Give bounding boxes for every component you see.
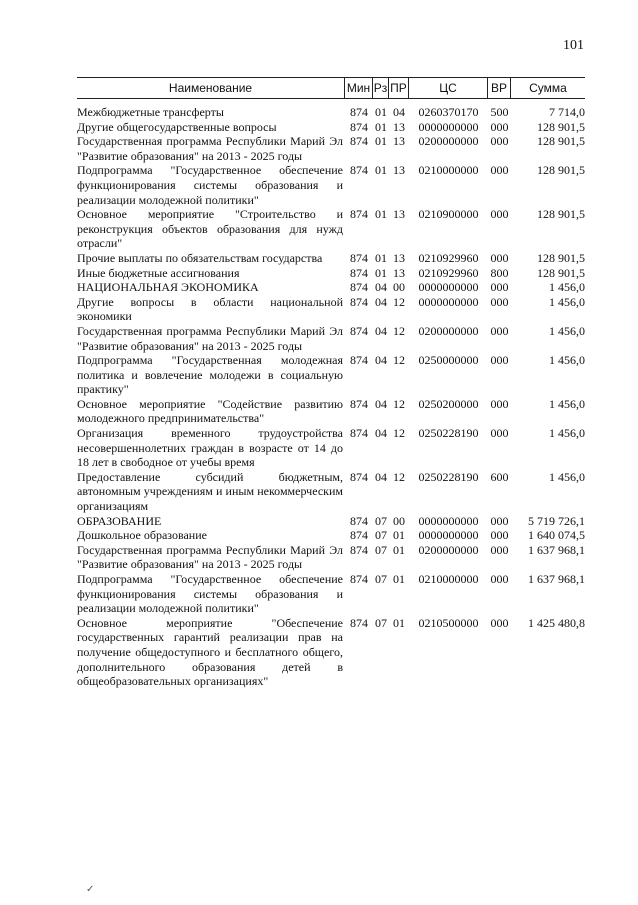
cell-rz: 04: [375, 294, 387, 309]
cell-cs: 0200000000: [418, 323, 479, 338]
cell-vr: 000: [490, 615, 509, 630]
header-name: Наименование: [77, 78, 345, 98]
cell-rz: 04: [375, 469, 387, 484]
cell-cs: 0000000000: [418, 280, 479, 295]
cell-sum: 1 456,0: [549, 396, 585, 411]
table-row: [77, 470, 585, 514]
cell-sum: 1 456,0: [549, 426, 585, 441]
cell-vr: 000: [490, 294, 509, 309]
table-row: [77, 295, 585, 324]
cell-vr: 800: [490, 265, 509, 280]
header-vr: ВР: [488, 78, 511, 98]
cell-cs: 0000000000: [418, 294, 479, 309]
cell-min: 874: [350, 353, 368, 368]
cell-pr: 12: [393, 426, 405, 441]
cell-name: Основное мероприятие "Строительство и реконструкция объектов образования для нужд отрасли": [77, 207, 343, 251]
cell-pr: 01: [393, 542, 405, 557]
table-row: [77, 266, 585, 281]
cell-pr: 13: [393, 134, 405, 149]
cell-name: Другие общегосударственные вопросы: [77, 119, 277, 134]
cell-cs: 0210900000: [418, 207, 479, 222]
cell-cs: 0250228190: [418, 469, 479, 484]
cell-sum: 7 714,0: [549, 105, 585, 119]
table-row: [77, 543, 585, 572]
cell-rz: 07: [375, 572, 387, 586]
table-row: [77, 134, 585, 163]
cell-name: ОБРАЗОВАНИЕ: [77, 513, 162, 528]
cell-cs: 0210500000: [418, 615, 479, 630]
cell-vr: 000: [490, 119, 509, 134]
cell-min: 874: [350, 163, 368, 178]
cell-pr: 12: [393, 323, 405, 338]
cell-rz: 01: [375, 105, 387, 119]
cell-min: 874: [350, 426, 368, 441]
header-cs: ЦС: [409, 78, 488, 98]
cell-sum: 1 425 480,8: [528, 615, 585, 630]
cell-sum: 1 456,0: [549, 323, 585, 338]
cell-pr: 04: [393, 105, 405, 119]
cell-rz: 04: [375, 353, 387, 368]
cell-cs: 0210929960: [418, 265, 479, 280]
cell-name: Основное мероприятие "Содействие развитию молодежного предпринимательства": [77, 396, 343, 426]
cell-vr: 000: [490, 353, 509, 368]
cell-min: 874: [350, 294, 368, 309]
table-body: [77, 105, 585, 689]
cell-sum: 1 456,0: [549, 294, 585, 309]
cell-name: Подпрограмма "Государственная молодежная политика и вовлечение молодежи в социальную практику": [77, 353, 343, 397]
cell-rz: 07: [375, 528, 387, 543]
cell-cs: 0250228190: [418, 426, 479, 441]
table-row: [77, 251, 585, 266]
cell-cs: 0210000000: [418, 163, 479, 178]
cell-pr: 01: [393, 572, 405, 586]
cell-cs: 0210929960: [418, 250, 479, 265]
table-row: [77, 120, 585, 135]
cell-pr: 12: [393, 353, 405, 368]
cell-rz: 04: [375, 396, 387, 411]
cell-min: 874: [350, 207, 368, 222]
cell-rz: 01: [375, 250, 387, 265]
cell-min: 874: [350, 572, 368, 586]
table-header: [77, 77, 585, 99]
cell-pr: 13: [393, 265, 405, 280]
cell-vr: 000: [490, 542, 509, 557]
header-pr: ПР: [389, 78, 409, 98]
cell-name: Другие вопросы в области национальной экономики: [77, 294, 343, 324]
cell-pr: 13: [393, 250, 405, 265]
table-row: [77, 353, 585, 397]
cell-name: Межбюджетные трансферты: [77, 105, 224, 119]
table-row: [77, 616, 585, 689]
cell-name: Государственная программа Республики Марий Эл "Развитие образования" на 2013 - 2025 годы: [77, 323, 343, 353]
cell-vr: 600: [490, 469, 509, 484]
cell-min: 874: [350, 615, 368, 630]
cell-min: 874: [350, 396, 368, 411]
cell-name: Прочие выплаты по обязательствам государства: [77, 250, 323, 265]
cell-sum: 1 456,0: [549, 469, 585, 484]
cell-name: Дошкольное образование: [77, 528, 207, 543]
cell-min: 874: [350, 250, 368, 265]
cell-pr: 01: [393, 615, 405, 630]
cell-sum: 128 901,5: [537, 207, 585, 222]
cell-vr: 000: [490, 323, 509, 338]
cell-vr: 000: [490, 163, 509, 178]
cell-pr: 00: [393, 513, 405, 528]
cell-cs: 0200000000: [418, 542, 479, 557]
cell-pr: 12: [393, 469, 405, 484]
cell-pr: 00: [393, 280, 405, 295]
cell-sum: 128 901,5: [537, 119, 585, 134]
cell-min: 874: [350, 105, 368, 119]
cell-rz: 01: [375, 207, 387, 222]
cell-rz: 04: [375, 280, 387, 295]
cell-rz: 07: [375, 615, 387, 630]
header-rz: Рз: [373, 78, 389, 98]
cell-min: 874: [350, 134, 368, 149]
cell-name: Организация временного трудоустройства несовершеннолетних граждан в возрасте от 14 до 18 лет в свободное от учебы время: [77, 426, 343, 470]
cell-sum: 128 901,5: [537, 163, 585, 178]
header-sum: Сумма: [529, 81, 567, 95]
cell-name: Государственная программа Республики Марий Эл "Развитие образования" на 2013 - 2025 годы: [77, 134, 343, 163]
cell-sum: 1 637 968,1: [528, 572, 585, 586]
table-row: [77, 572, 585, 616]
cell-pr: 13: [393, 163, 405, 178]
cell-min: 874: [350, 469, 368, 484]
cell-pr: 13: [393, 207, 405, 222]
cell-sum: 1 456,0: [549, 353, 585, 368]
table-row: [77, 163, 585, 207]
cell-sum: 128 901,5: [537, 265, 585, 280]
table-row: [77, 105, 585, 120]
cell-cs: 0000000000: [418, 513, 479, 528]
cell-rz: 04: [375, 323, 387, 338]
table-row: [77, 528, 585, 543]
cell-cs: 0210000000: [418, 572, 479, 586]
cell-min: 874: [350, 280, 368, 295]
cell-rz: 07: [375, 513, 387, 528]
cell-name: Основное мероприятие "Обеспечение государственных гарантий реализации прав на получение общедоступного и бесплатного общего, дополнительного образования детей в общеобразовательных организациях": [77, 615, 343, 689]
cell-rz: 01: [375, 119, 387, 134]
cell-sum: 1 640 074,5: [528, 528, 585, 543]
cell-vr: 000: [490, 426, 509, 441]
cell-cs: 0260370170: [418, 105, 479, 119]
table-row: [77, 426, 585, 470]
cell-cs: 0250200000: [418, 396, 479, 411]
cell-pr: 12: [393, 294, 405, 309]
cell-sum: 1 456,0: [549, 280, 585, 295]
page-number: 101: [563, 38, 584, 53]
table-row: [77, 207, 585, 251]
cell-min: 874: [350, 513, 368, 528]
table-row: [77, 514, 585, 529]
cell-sum: 128 901,5: [537, 250, 585, 265]
cell-min: 874: [350, 323, 368, 338]
table-row: [77, 397, 585, 426]
cell-cs: 0000000000: [418, 119, 479, 134]
cell-rz: 01: [375, 265, 387, 280]
cell-vr: 500: [490, 105, 509, 119]
cell-rz: 07: [375, 542, 387, 557]
cell-rz: 01: [375, 134, 387, 149]
cell-cs: 0200000000: [418, 134, 479, 149]
scan-mark: ✓: [86, 884, 95, 895]
cell-min: 874: [350, 542, 368, 557]
cell-sum: 5 719 726,1: [528, 513, 585, 528]
cell-cs: 0000000000: [418, 528, 479, 543]
cell-sum: 128 901,5: [537, 134, 585, 149]
cell-vr: 000: [490, 396, 509, 411]
cell-name: НАЦИОНАЛЬНАЯ ЭКОНОМИКА: [77, 280, 259, 295]
cell-min: 874: [350, 528, 368, 543]
header-min: Мин: [345, 78, 373, 98]
cell-name: Подпрограмма "Государственное обеспечение функционирования системы образования и реализации молодежной политики": [77, 163, 343, 207]
cell-vr: 000: [490, 572, 509, 586]
cell-min: 874: [350, 119, 368, 134]
cell-name: Государственная программа Республики Марий Эл "Развитие образования" на 2013 - 2025 годы: [77, 542, 343, 572]
cell-vr: 000: [490, 513, 509, 528]
cell-name: Предоставление субсидий бюджетным, автономным учреждениям и иным некоммерческим организациям: [77, 469, 343, 514]
cell-cs: 0250000000: [418, 353, 479, 368]
cell-pr: 13: [393, 119, 405, 134]
table-row: [77, 324, 585, 353]
cell-sum: 1 637 968,1: [528, 542, 585, 557]
cell-vr: 000: [490, 134, 509, 149]
cell-vr: 000: [490, 250, 509, 265]
cell-min: 874: [350, 265, 368, 280]
cell-vr: 000: [490, 528, 509, 543]
cell-pr: 01: [393, 528, 405, 543]
cell-pr: 12: [393, 396, 405, 411]
cell-rz: 04: [375, 426, 387, 441]
cell-vr: 000: [490, 207, 509, 222]
cell-vr: 000: [490, 280, 509, 295]
cell-rz: 01: [375, 163, 387, 178]
table-row: [77, 280, 585, 295]
cell-name: Иные бюджетные ассигнования: [77, 265, 240, 280]
cell-name: Подпрограмма "Государственное обеспечение функционирования системы образования и реализации молодежной политики": [77, 572, 343, 616]
